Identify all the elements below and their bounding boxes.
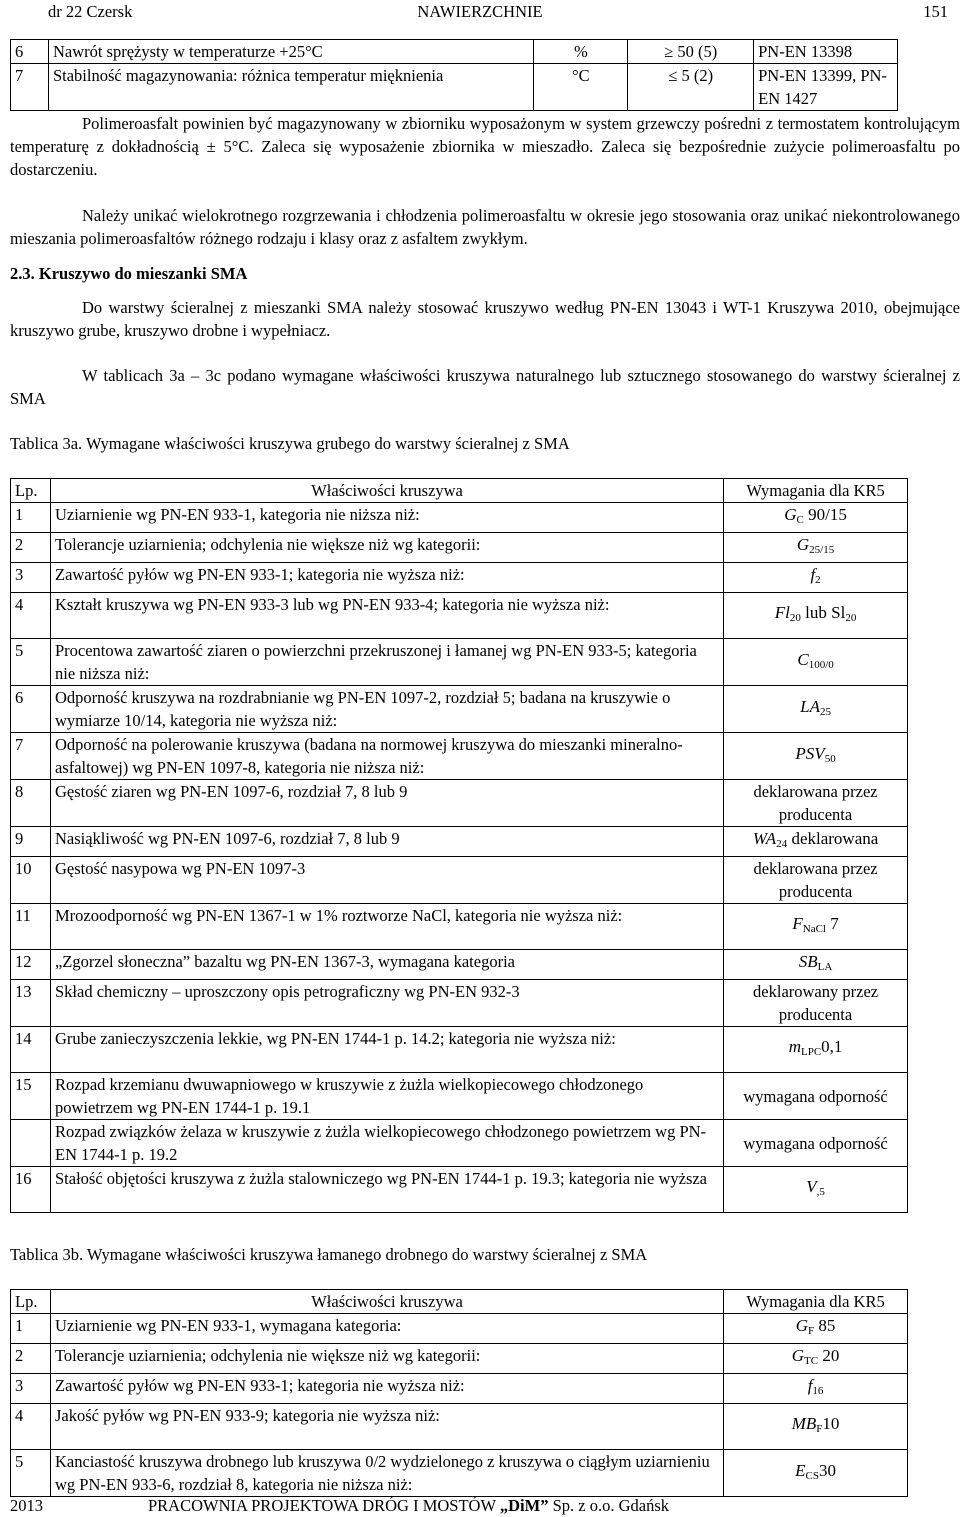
requirement-symbol: WA bbox=[752, 829, 777, 848]
row-requirement bbox=[724, 639, 908, 686]
footer-year: 2013 bbox=[10, 1496, 43, 1515]
row-requirement bbox=[724, 1167, 908, 1213]
table-row bbox=[11, 1374, 908, 1404]
table-row bbox=[11, 1167, 908, 1213]
requirement-symbol: G bbox=[796, 535, 810, 554]
row-property: Procentowa zawartość ziaren o powierzchni przekruszonej i łamanej wg PN-EN 933-5; kategoria nie niższa niż: bbox=[50, 639, 723, 686]
row-lp: 3 bbox=[11, 563, 51, 593]
requirement-subscript: ,5 bbox=[816, 1186, 825, 1198]
row-requirement bbox=[724, 1073, 908, 1120]
row-lp: 2 bbox=[11, 533, 51, 563]
paragraph-tables-intro: W tablicach 3a – 3c podano wymagane właściwości kruszywa naturalnego lub sztucznego stosowanego do warstwy ścieralnej z SMA bbox=[10, 366, 960, 408]
row-requirement bbox=[724, 980, 908, 1027]
requirement-symbol: V bbox=[806, 1177, 817, 1196]
row-requirement bbox=[724, 1314, 908, 1344]
row-lp: 13 bbox=[11, 980, 51, 1027]
requirement-text: wymagana odporność bbox=[743, 1086, 888, 1106]
table-row bbox=[11, 733, 908, 780]
row-property: Odporność kruszywa na rozdrabnianie wg PN-EN 1097-2, rozdział 5; badana na kruszywie o wymiarze 10/14, kategoria nie wyższa niż: bbox=[50, 686, 723, 733]
requirement-subscript-2: 20 bbox=[845, 612, 857, 624]
table-3b-caption: Tablica 3b. Wymagane właściwości kruszywa łamanego drobnego do warstwy ścieralnej z SMA bbox=[10, 1245, 648, 1264]
row-property: Zawartość pyłów wg PN-EN 933-1; kategoria nie wyższa niż: bbox=[50, 1374, 723, 1404]
row-property: Rozpad krzemianu dwuwapniowego w kruszywie z żużla wielkopiecowego chłodzonego powietrzem wg PN-EN 1744-1 p. 19.1 bbox=[50, 1073, 723, 1120]
column-header-lp: Lp. bbox=[11, 479, 51, 503]
row-lp: 1 bbox=[11, 503, 51, 533]
requirement-symbol: C bbox=[797, 649, 809, 669]
table-row bbox=[11, 904, 908, 950]
row-property: Grube zanieczyszczenia lekkie, wg PN-EN 1744-1 p. 14.2; kategoria nie wyższa niż: bbox=[50, 1027, 723, 1073]
requirement-value: 20 bbox=[818, 1346, 840, 1365]
row-property: Stałość objętości kruszywa z żużla stalowniczego wg PN-EN 1744-1 p. 19.3; kategoria nie wyższa bbox=[50, 1167, 723, 1213]
table-header-row bbox=[11, 1290, 908, 1314]
row-requirement bbox=[724, 686, 908, 733]
requirement-value: 30 bbox=[818, 1460, 836, 1480]
column-header-req: Wymagania dla KR5 bbox=[724, 479, 908, 503]
table-row bbox=[11, 980, 908, 1027]
row-property: „Zgorzel słoneczna” bazaltu wg PN-EN 1367-3, wymagana kategoria bbox=[50, 950, 723, 980]
row-lp: 4 bbox=[11, 593, 51, 639]
requirement-symbol: LA bbox=[800, 696, 820, 716]
table-row bbox=[11, 1404, 908, 1450]
footer-company bbox=[148, 1494, 669, 1517]
requirement-symbol: Fl bbox=[774, 603, 790, 622]
paragraph-storage: Polimeroasfalt powinien być magazynowany w zbiorniku wyposażonym w system grzewczy pośredni z termostatem kontrolującym temperaturę z dokładnością ± 5°C. Zaleca się wyposażenie zbiornika w mieszadło. Zaleca się bezpośrednie zużycie polimeroasfaltu po dostarczeniu. bbox=[10, 114, 960, 179]
table-row bbox=[11, 1344, 908, 1374]
row-unit: % bbox=[534, 40, 628, 64]
requirement-symbol: SB bbox=[798, 952, 818, 971]
footer-company-name: PRACOWNIA PROJEKTOWA DRÓG I MOSTÓW bbox=[148, 1496, 500, 1515]
requirement-text: deklarowany przez producenta bbox=[753, 982, 879, 1024]
requirement-symbol: f bbox=[810, 565, 816, 584]
table-3a-caption: Tablica 3a. Wymagane właściwości kruszywa grubego do warstwy ścieralnej z SMA bbox=[10, 434, 570, 453]
row-property: Tolerancje uziarnienia; odchylenia nie większe niż wg kategorii: bbox=[50, 1344, 723, 1374]
row-requirement bbox=[724, 857, 908, 904]
row-property: Kształt kruszywa wg PN-EN 933-3 lub wg PN-EN 933-4; kategoria nie wyższa niż: bbox=[50, 593, 723, 639]
row-property: Uziarnienie wg PN-EN 933-1, wymagana kategoria: bbox=[50, 1314, 723, 1344]
requirement-symbol: G bbox=[784, 505, 797, 524]
requirement-symbol: MB bbox=[791, 1414, 817, 1433]
table-3b bbox=[10, 1289, 908, 1497]
row-lp bbox=[11, 1120, 51, 1167]
requirement-subscript: F bbox=[816, 1423, 823, 1435]
page-number: 151 bbox=[923, 2, 948, 21]
table-row bbox=[11, 1120, 908, 1167]
row-norm: PN-EN 13399, PN-EN 1427 bbox=[754, 64, 898, 111]
row-requirement bbox=[724, 1344, 908, 1374]
table-row bbox=[11, 563, 908, 593]
page-header-left: dr 22 Czersk bbox=[48, 2, 133, 21]
requirement-symbol: E bbox=[795, 1460, 806, 1480]
row-requirement bbox=[724, 533, 908, 563]
requirement-subscript: CS bbox=[805, 1469, 819, 1482]
requirement-subscript: 20 bbox=[789, 612, 801, 624]
row-lp: 5 bbox=[11, 1450, 51, 1497]
row-norm: PN-EN 13398 bbox=[754, 40, 898, 64]
row-property: Gęstość nasypowa wg PN-EN 1097-3 bbox=[50, 857, 723, 904]
requirement-text: deklarowana przez producenta bbox=[753, 859, 878, 901]
requirement-subscript: 100/0 bbox=[808, 658, 834, 671]
row-requirement bbox=[724, 1450, 908, 1497]
requirement-value: 7 bbox=[826, 914, 839, 933]
table-row bbox=[11, 827, 908, 857]
row-lp: 7 bbox=[11, 733, 51, 780]
paragraph-heating: Należy unikać wielokrotnego rozgrzewania i chłodzenia polimeroasfaltu w okresie jego stosowania oraz unikać niekontrolowanego mieszania polimeroasfaltów różnego rodzaju i klasy oraz z asfaltem zwykłym. bbox=[10, 206, 960, 248]
requirement-value: 90/15 bbox=[803, 505, 847, 524]
table-header-row bbox=[11, 479, 908, 503]
row-requirement bbox=[724, 950, 908, 980]
requirement-subscript: 16 bbox=[812, 1385, 824, 1397]
table-row bbox=[11, 64, 898, 111]
row-requirement bbox=[724, 503, 908, 533]
row-property: Odporność na polerowanie kruszywa (badana na normowej kruszywa do mieszanki mineralno-asfaltowej) wg PN-EN 1097-8, kategoria nie niższa niż: bbox=[50, 733, 723, 780]
row-requirement bbox=[724, 1374, 908, 1404]
row-property: Mrozoodporność wg PN-EN 1367-1 w 1% roztworze NaCl, kategoria nie wyższa niż: bbox=[50, 904, 723, 950]
requirement-subscript: 2 bbox=[815, 574, 821, 586]
requirement-value: 85 bbox=[814, 1316, 836, 1335]
row-unit: °C bbox=[534, 64, 628, 111]
row-property: Zawartość pyłów wg PN-EN 933-1; kategoria nie wyższa niż: bbox=[50, 563, 723, 593]
row-requirement bbox=[724, 1120, 908, 1167]
requirement-value: deklarowana bbox=[787, 829, 879, 848]
footer-company-dim: „DiM” bbox=[499, 1496, 549, 1515]
row-lp: 7 bbox=[11, 64, 49, 111]
section-heading: 2.3. Kruszywo do mieszanki SMA bbox=[10, 264, 248, 283]
requirement-subscript: 25 bbox=[819, 705, 831, 718]
row-property: Gęstość ziaren wg PN-EN 1097-6, rozdział 7, 8 lub 9 bbox=[50, 780, 723, 827]
table-row bbox=[11, 857, 908, 904]
row-lp: 12 bbox=[11, 950, 51, 980]
table-row bbox=[11, 686, 908, 733]
table-row bbox=[11, 639, 908, 686]
row-lp: 6 bbox=[11, 686, 51, 733]
requirement-symbol: m bbox=[788, 1037, 801, 1056]
row-requirement bbox=[724, 1404, 908, 1450]
table-row bbox=[11, 1450, 908, 1497]
table-row bbox=[11, 950, 908, 980]
row-property: Rozpad związków żelaza w kruszywie z żużla wielkopiecowego chłodzonego powietrzem wg PN-EN 1744-1 p. 19.2 bbox=[50, 1120, 723, 1167]
row-requirement bbox=[724, 563, 908, 593]
row-property: Uziarnienie wg PN-EN 933-1, kategoria nie niższa niż: bbox=[50, 503, 723, 533]
row-lp: 1 bbox=[11, 1314, 51, 1344]
page-header-center: NAWIERZCHNIE bbox=[417, 2, 543, 21]
row-property: Stabilność magazynowania: różnica temperatur mięknienia bbox=[48, 64, 533, 111]
row-lp: 16 bbox=[11, 1167, 51, 1213]
row-requirement bbox=[724, 1027, 908, 1073]
row-lp: 5 bbox=[11, 639, 51, 686]
row-requirement bbox=[724, 904, 908, 950]
row-lp: 11 bbox=[11, 904, 51, 950]
row-lp: 4 bbox=[11, 1404, 51, 1450]
table-row bbox=[11, 1073, 908, 1120]
row-lp: 3 bbox=[11, 1374, 51, 1404]
row-lp: 2 bbox=[11, 1344, 51, 1374]
requirement-symbol: f bbox=[807, 1376, 813, 1395]
row-value: ≥ 50 (5) bbox=[628, 40, 754, 64]
table-row bbox=[11, 533, 908, 563]
column-header-lp: Lp. bbox=[11, 1290, 51, 1314]
table-row bbox=[11, 1027, 908, 1073]
footer-company-suffix: Sp. z o.o. Gdańsk bbox=[548, 1496, 669, 1515]
requirement-subscript: LA bbox=[817, 961, 833, 973]
row-requirement bbox=[724, 593, 908, 639]
requirement-subscript: NaCl bbox=[802, 923, 826, 935]
table-3a bbox=[10, 478, 908, 1213]
row-requirement bbox=[724, 780, 908, 827]
requirement-subscript: 50 bbox=[824, 752, 836, 765]
requirement-subscript: TC bbox=[804, 1355, 819, 1367]
requirement-subscript: LPC bbox=[800, 1046, 822, 1058]
requirement-symbol: G bbox=[791, 1346, 805, 1365]
requirement-subscript: 24 bbox=[776, 838, 788, 850]
row-property: Kanciastość kruszywa drobnego lub kruszywa 0/2 wydzielonego z kruszywa o ciągłym uziarnieniu wg PN-EN 933-6, rozdział 8, kategoria nie niższa niż: bbox=[50, 1450, 723, 1497]
table-row bbox=[11, 503, 908, 533]
row-lp: 6 bbox=[11, 40, 49, 64]
row-property: Jakość pyłów wg PN-EN 933-9; kategoria nie wyższa niż: bbox=[50, 1404, 723, 1450]
requirement-text: deklarowana przez producenta bbox=[753, 782, 878, 824]
polymer-asphalt-table bbox=[10, 39, 898, 111]
column-header-req: Wymagania dla KR5 bbox=[724, 1290, 908, 1314]
row-property: Nasiąkliwość wg PN-EN 1097-6, rozdział 7, 8 lub 9 bbox=[50, 827, 723, 857]
requirement-symbol: PSV bbox=[795, 743, 825, 763]
table-row bbox=[11, 1314, 908, 1344]
row-lp: 14 bbox=[11, 1027, 51, 1073]
requirement-subscript: F bbox=[808, 1325, 815, 1337]
column-header-prop: Właściwości kruszywa bbox=[50, 1290, 723, 1314]
requirement-subscript: C bbox=[796, 514, 804, 526]
row-property: Nawrót sprężysty w temperaturze +25°C bbox=[48, 40, 533, 64]
requirement-symbol: G bbox=[795, 1316, 809, 1335]
requirement-value: 10 bbox=[822, 1414, 840, 1433]
requirement-text: wymagana odporność bbox=[743, 1133, 888, 1153]
row-lp: 9 bbox=[11, 827, 51, 857]
table-row bbox=[11, 780, 908, 827]
requirement-symbol: F bbox=[792, 914, 803, 933]
row-property: Tolerancje uziarnienia; odchylenia nie większe niż wg kategorii: bbox=[50, 533, 723, 563]
table-row bbox=[11, 593, 908, 639]
row-lp: 15 bbox=[11, 1073, 51, 1120]
requirement-value: lub Sl bbox=[800, 603, 846, 622]
row-value: ≤ 5 (2) bbox=[628, 64, 754, 111]
table-row bbox=[11, 40, 898, 64]
row-property: Skład chemiczny – uproszczony opis petrograficzny wg PN-EN 932-3 bbox=[50, 980, 723, 1027]
row-requirement bbox=[724, 733, 908, 780]
requirement-value: 0,1 bbox=[821, 1037, 843, 1056]
row-lp: 8 bbox=[11, 780, 51, 827]
row-lp: 10 bbox=[11, 857, 51, 904]
paragraph-aggregate: Do warstwy ścieralnej z mieszanki SMA należy stosować kruszywo według PN-EN 13043 i WT-1 Kruszywa 2010, obejmujące kruszywo grube, kruszywo drobne i wypełniacz. bbox=[10, 298, 960, 340]
requirement-subscript: 25/15 bbox=[809, 544, 835, 556]
row-requirement bbox=[724, 827, 908, 857]
column-header-prop: Właściwości kruszywa bbox=[50, 479, 723, 503]
